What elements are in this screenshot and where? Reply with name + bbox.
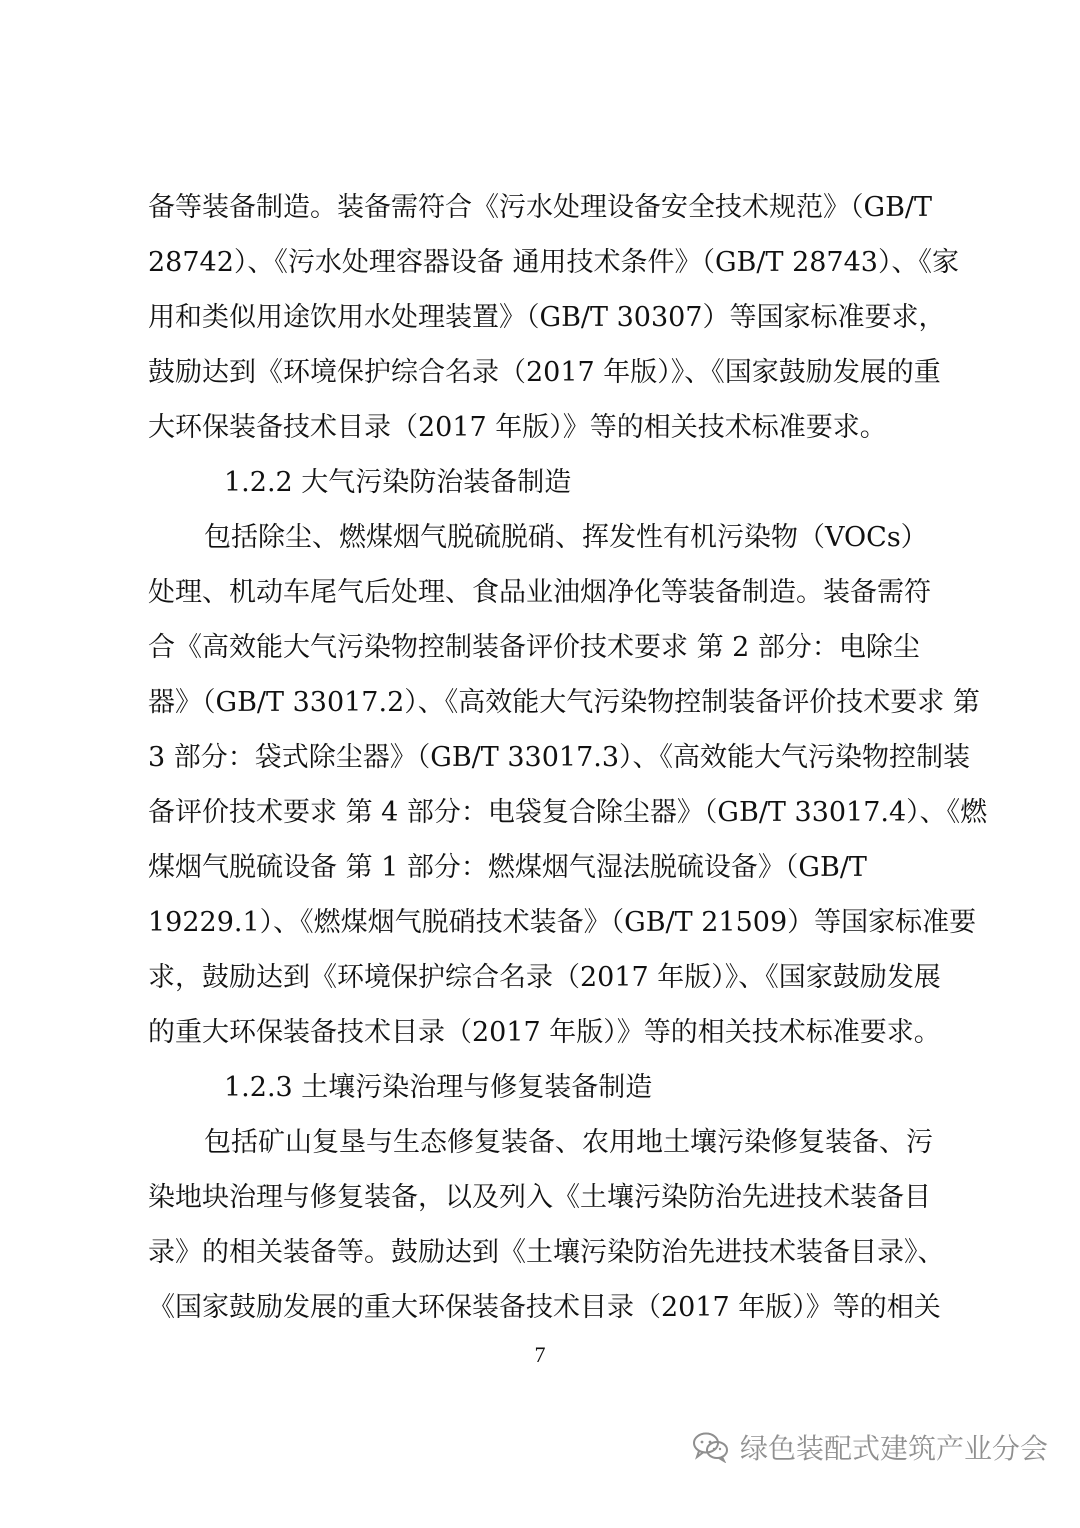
body-line: 28742）、《污水处理容器设备 通用技术条件》（GB/T 28743）、《家 — [148, 247, 959, 278]
section-heading: 1.2.2 大气污染防治装备制造 — [224, 467, 572, 498]
body-line: 器》（GB/T 33017.2）、《高效能大气污染物控制装备评价技术要求 第 — [148, 687, 980, 718]
body-line: 染地块治理与修复装备，以及列入《土壤污染防治先进技术装备目 — [148, 1182, 931, 1213]
body-line: 录》的相关装备等。鼓励达到《土壤污染防治先进技术装备目录》、 — [148, 1237, 945, 1268]
body-line: 备评价技术要求 第 4 部分：电袋复合除尘器》（GB/T 33017.4）、《燃 — [148, 797, 988, 828]
body-line: 用和类似用途饮用水处理装置》（GB/T 30307）等国家标准要求， — [148, 302, 946, 333]
section-heading: 1.2.3 土壤污染治理与修复装备制造 — [224, 1072, 653, 1103]
body-line: 的重大环保装备技术目录（2017 年版）》等的相关技术标准要求。 — [148, 1017, 941, 1048]
watermark — [692, 1425, 1048, 1469]
body-line: 鼓励达到《环境保护综合名录（2017 年版）》、《国家鼓励发展的重 — [148, 357, 941, 388]
body-line: 《国家鼓励发展的重大环保装备技术目录（2017 年版）》等的相关 — [148, 1292, 941, 1323]
wechat-icon — [692, 1431, 730, 1463]
paragraph-first-line: 包括除尘、燃煤烟气脱硫脱硝、挥发性有机污染物（VOCs） — [204, 522, 928, 553]
paragraph-first-line: 包括矿山复垦与生态修复装备、农用地土壤污染修复装备、污 — [204, 1127, 933, 1158]
body-line: 求，鼓励达到《环境保护综合名录（2017 年版）》、《国家鼓励发展 — [148, 962, 941, 993]
body-line: 备等装备制造。装备需符合《污水处理设备安全技术规范》（GB/T — [148, 192, 933, 223]
body-line: 大环保装备技术目录（2017 年版）》等的相关技术标准要求。 — [148, 412, 887, 443]
watermark-text: 绿色装配式建筑产业分会 — [739, 1432, 1048, 1465]
body-line: 处理、机动车尾气后处理、食品业油烟净化等装备制造。装备需符 — [148, 577, 931, 608]
page-number: 7 — [534, 1342, 546, 1367]
body-line: 3 部分：袋式除尘器》（GB/T 33017.3）、《高效能大气污染物控制装 — [148, 742, 971, 773]
body-line: 19229.1）、《燃煤烟气脱硝技术装备》（GB/T 21509）等国家标准要 — [148, 907, 977, 938]
body-line: 合《高效能大气污染物控制装备评价技术要求 第 2 部分：电除尘 — [148, 632, 920, 663]
body-line: 煤烟气脱硫设备 第 1 部分：燃煤烟气湿法脱硫设备》（GB/T — [148, 852, 867, 883]
